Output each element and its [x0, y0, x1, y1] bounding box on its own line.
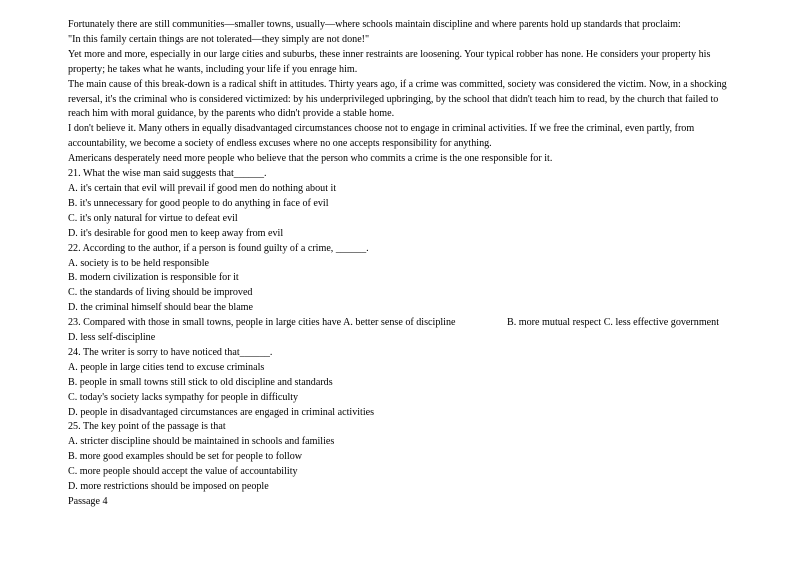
- answer-option: D. the criminal himself should bear the blame: [68, 302, 253, 314]
- answer-option: C. today's society lacks sympathy for people in difficulty: [68, 391, 299, 403]
- answer-option: D. it's desirable for good men to keep away from evil: [68, 227, 284, 239]
- question-stem: 22. According to the author, if a person is found guilty of a crime, ______.: [68, 242, 369, 254]
- question-stem: [68, 316, 740, 331]
- answer-option: A. stricter discipline should be maintained in schools and families: [68, 436, 335, 448]
- question-stem-right: B. more mutual respect C. less effective government: [507, 317, 719, 329]
- question-23: [68, 316, 740, 346]
- passage-paragraph: Americans desperately need more people who believe that the person who commits a crime is the one responsible for it.: [68, 153, 553, 165]
- answer-option: B. modern civilization is responsible for it: [68, 272, 239, 284]
- question-21: [68, 167, 740, 242]
- question-stem: 21. What the wise man said suggests that______.: [68, 168, 267, 180]
- passage-paragraph: The main cause of this break-down is a radical shift in attitudes. Thirty years ago, if a crime was committed, society was considered the victim. Now, in a shocking reversal, it's the criminal who is considered victimized: by his underprivileged upbringing, by the school that didn't teach him to read, by the church that failed to reach him with moral guidance, by the parents who didn't provide a stable home.: [68, 78, 727, 120]
- question-stem: 24. The writer is sorry to have noticed that______.: [68, 346, 273, 358]
- answer-option: A. it's certain that evil will prevail if good men do nothing about it: [68, 182, 337, 194]
- answer-option: D. less self-discipline: [68, 332, 156, 344]
- answer-option: B. people in small towns still stick to old discipline and standards: [68, 376, 333, 388]
- answer-option: B. it's unnecessary for good people to do anything in face of evil: [68, 197, 329, 209]
- passage-text: [68, 18, 740, 167]
- answer-option: D. people in disadvantaged circumstances are engaged in criminal activities: [68, 406, 375, 418]
- question-stem: 25. The key point of the passage is that: [68, 421, 226, 433]
- answer-option: C. it's only natural for virtue to defeat evil: [68, 212, 238, 224]
- answer-option: B. more good examples should be set for people to follow: [68, 451, 303, 463]
- answer-option: D. more restrictions should be imposed on people: [68, 481, 269, 493]
- answer-option: C. the standards of living should be improved: [68, 287, 253, 299]
- question-22: [68, 242, 740, 317]
- question-24: [68, 346, 740, 421]
- passage-paragraph: Yet more and more, especially in our large cities and suburbs, these inner restraints are loosening. Your typical robber has none. He considers your property his property; he takes what he wants, including your life if you enrage him.: [68, 48, 711, 75]
- next-passage-heading: Passage 4: [68, 496, 108, 507]
- answer-option: A. people in large cities tend to excuse criminals: [68, 361, 265, 373]
- passage-paragraph: "In this family certain things are not tolerated—they simply are not done!": [68, 33, 370, 45]
- question-stem-left: 23. Compared with those in small towns, people in large cities have A. better sense of discipline: [68, 317, 456, 329]
- passage-paragraph: Fortunately there are still communities—smaller towns, usually—where schools maintain discipline and where parents hold up standards that proclaim:: [68, 19, 681, 30]
- answer-option: A. society is to be held responsible: [68, 257, 210, 269]
- passage-paragraph: I don't believe it. Many others in equally disadvantaged circumstances choose not to engage in criminal activities. If we free the criminal, even partly, from accountability, we become a society of endless excuses where no one accepts responsibility for anything.: [68, 123, 695, 150]
- answer-option: C. more people should accept the value of accountability: [68, 466, 298, 478]
- question-25: [68, 420, 740, 495]
